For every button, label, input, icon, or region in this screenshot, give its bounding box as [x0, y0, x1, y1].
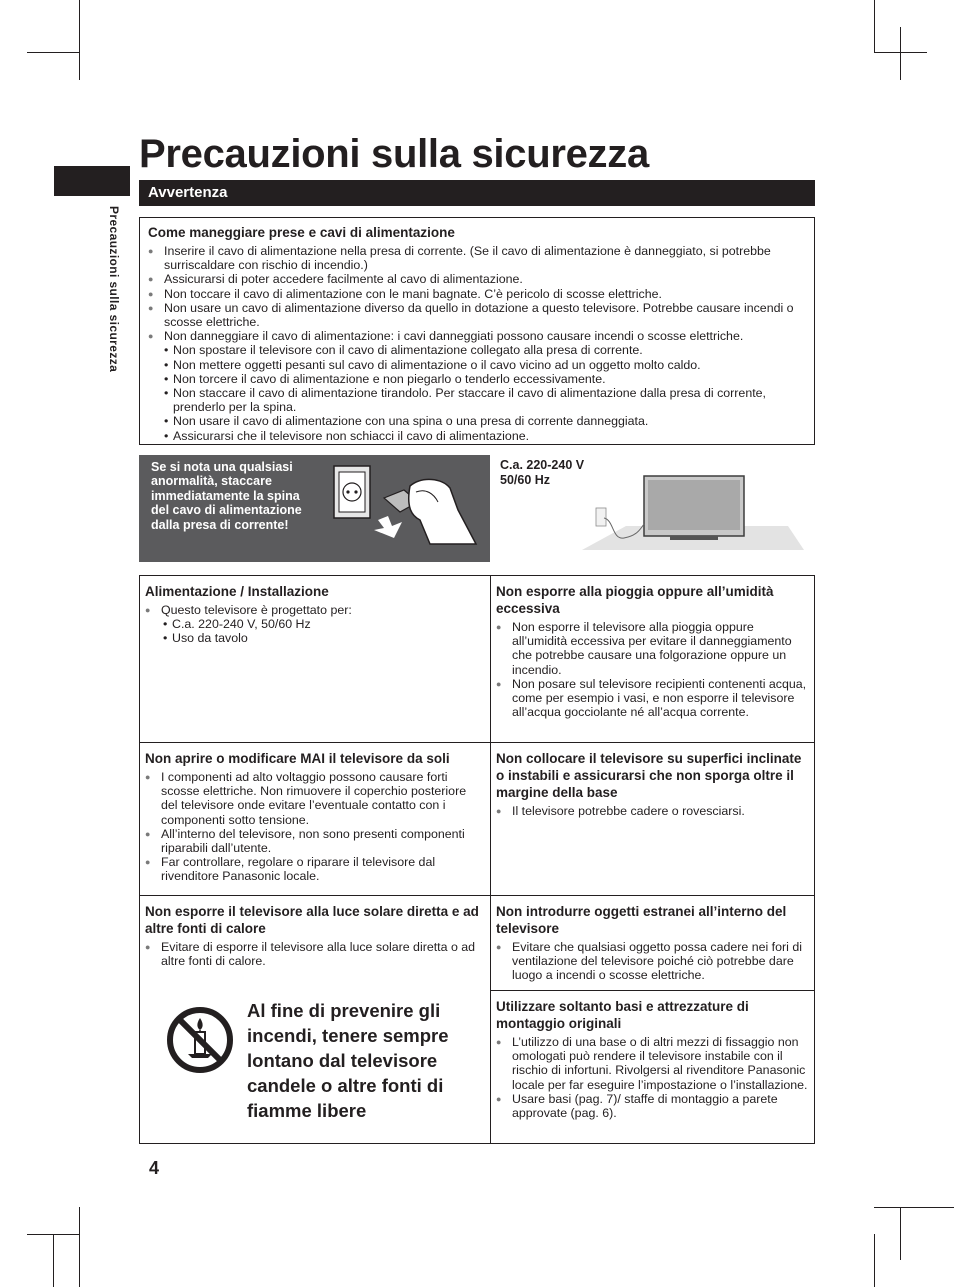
candle-warning-message: Al fine di prevenire gli incendi, tenere sempre lontano dal televisore candele o altre fonti di fiamme libere [247, 1000, 449, 1121]
power-cord-box [139, 217, 815, 445]
bullet-item: ● All’interno del televisore, non sono presenti componenti riparabili dall’utente. [145, 827, 484, 855]
bullet-item: ● Evitare di esporre il televisore alla luce solare diretta o ad altre fonti di calore. [145, 940, 484, 968]
bullet-item: ● Usare basi (pag. 7)/ staffe di montaggio a parete approvate (pag. 6). [496, 1092, 809, 1120]
cell-open-list [145, 770, 484, 884]
bullet-item: ● Assicurarsi di poter accedere facilmente al cavo di alimentazione. [148, 272, 806, 286]
cell-power [139, 576, 490, 646]
cell-open [139, 743, 490, 884]
cell-rain-list [496, 620, 809, 719]
sub-bullet-item: • Non staccare il cavo di alimentazione tirandolo. Per staccare il cavo di alimentazione dalla presa di corrente, prenderlo per la spina. [148, 386, 806, 414]
cell-stands-heading: Utilizzare soltanto basi e attrezzature di montaggio originali [496, 999, 749, 1031]
cell-incline [490, 743, 815, 818]
sub-bullet-item: • Non spostare il televisore con il cavo di alimentazione collegato alla presa di corrente. [148, 343, 806, 357]
cell-foreign-heading: Non introdurre oggetti estranei all’interno del televisore [496, 904, 787, 936]
sub-bullet-item: • Non torcere il cavo di alimentazione e non piegarlo o tenderlo eccessivamente. [148, 372, 806, 386]
voltage-line-1: C.a. 220-240 V [500, 458, 585, 472]
cell-incline-heading: Non collocare il televisore su superfici inclinate o instabili e assicurarsi che non sporga oltre il margine della base [496, 751, 802, 800]
voltage-line-2: 50/60 Hz [500, 473, 551, 487]
cell-sun-heading: Non esporre il televisore alla luce solare diretta e ad altre fonti di calore [145, 904, 479, 936]
bullet-item: ● Il televisore potrebbe cadere o rovesciarsi. [496, 804, 809, 818]
voltage-label [500, 458, 584, 488]
no-candle-icon [166, 1006, 234, 1074]
crop-mark [874, 0, 875, 53]
power-cord-heading: Come maneggiare prese e cavi di alimentazione [148, 225, 455, 240]
bullet-item: ● Non esporre il televisore alla pioggia oppure all’umidità eccessiva per evitare il danneggiamento che potrebbe causare una folgorazione oppure un incendio. [496, 620, 809, 677]
cell-open-heading: Non aprire o modificare MAI il televisore da soli [145, 751, 450, 766]
cell-stands [490, 991, 815, 1120]
sub-bullet-item: • Uso da tavolo [145, 631, 484, 645]
crop-mark [874, 1234, 875, 1287]
tv-outlet-icon [582, 474, 806, 552]
warning-text: Se si nota una qualsiasi anormalità, staccare immediatamente la spina del cavo di alimentazione dalla presa di corrente! [151, 460, 302, 532]
cell-power-heading: Alimentazione / Installazione [145, 584, 329, 599]
bullet-item: ● Questo televisore è progettato per: [145, 603, 484, 617]
bullet-item: ● I componenti ad alto voltaggio possono causare forti scosse elettriche. Non rimuovere il coperchio posteriore del televisore onde evitare l’eventuale contatto con i componenti sotto tensione. [145, 770, 484, 827]
crop-mark [53, 1234, 54, 1287]
cell-power-list [145, 603, 484, 646]
bullet-item: ● Non danneggiare il cavo di alimentazione: i cavi danneggiati possono causare incendi o scosse elettriche. [148, 329, 806, 343]
sub-bullet-item: • Assicurarsi che il televisore non schiacci il cavo di alimentazione. [148, 429, 806, 443]
socket-plug-icon [326, 458, 482, 546]
bullet-item: ● Evitare che qualsiasi oggetto possa cadere nei fori di ventilazione del televisore poiché ciò potrebbe dare luogo a incendi o scosse elettriche. [496, 940, 809, 983]
sub-bullet-item: • Non usare il cavo di alimentazione con una spina o una presa di corrente danneggiata. [148, 414, 806, 428]
bullet-item: ● Far controllare, regolare o riparare il televisore dal rivenditore Panasonic locale. [145, 855, 484, 883]
crop-mark [900, 27, 901, 80]
side-tab [54, 166, 130, 196]
cell-foreign [490, 896, 815, 983]
side-label: Precauzioni sulla sicurezza [107, 206, 121, 373]
cell-sun [139, 896, 490, 968]
bullet-item: ● Inserire il cavo di alimentazione nella presa di corrente. (Se il cavo di alimentazione è danneggiato, si potrebbe surriscaldare con rischio di incendio.) [148, 244, 806, 272]
bullet-item: ● Non usare un cavo di alimentazione diverso da quello in dotazione a questo televisore. Potrebbe causare incendi o scosse elettriche. [148, 301, 806, 329]
cell-stands-list [496, 1035, 809, 1120]
sub-bullet-item: • C.a. 220-240 V, 50/60 Hz [145, 617, 484, 631]
crop-mark [874, 1207, 954, 1208]
cell-incline-list [496, 804, 809, 818]
section-header: Avvertenza [139, 180, 815, 206]
page-number: 4 [149, 1158, 160, 1178]
page-title: Precauzioni sulla sicurezza [139, 132, 649, 176]
crop-mark [27, 52, 80, 53]
power-cord-list [148, 244, 806, 443]
cell-rain [490, 576, 815, 719]
crop-mark [874, 52, 927, 53]
cell-foreign-list [496, 940, 809, 983]
bullet-item: ● Non posare sul televisore recipienti contenenti acqua, come per esempio i vasi, e non esporre il televisore all’acqua gocciolante né all’acqua corrente. [496, 677, 809, 720]
bullet-item: ● L’utilizzo di una base o di altri mezzi di fissaggio non omologati può rendere il televisore instabile con il rischio di infortuni. Rivolgersi al rivenditore Panasonic locale per far eseguire l’impostazione o l’installazione. [496, 1035, 809, 1092]
sub-bullet-item: • Non mettere oggetti pesanti sul cavo di alimentazione o il cavo vicino ad un oggetto molto caldo. [148, 358, 806, 372]
bullet-item: ● Non toccare il cavo di alimentazione con le mani bagnate. C’è pericolo di scosse elettriche. [148, 287, 806, 301]
crop-mark [79, 1207, 80, 1287]
crop-mark [900, 1207, 901, 1260]
cell-sun-list [145, 940, 484, 968]
cell-rain-heading: Non esporre alla pioggia oppure all’umidità eccessiva [496, 584, 774, 616]
crop-mark [79, 0, 80, 80]
